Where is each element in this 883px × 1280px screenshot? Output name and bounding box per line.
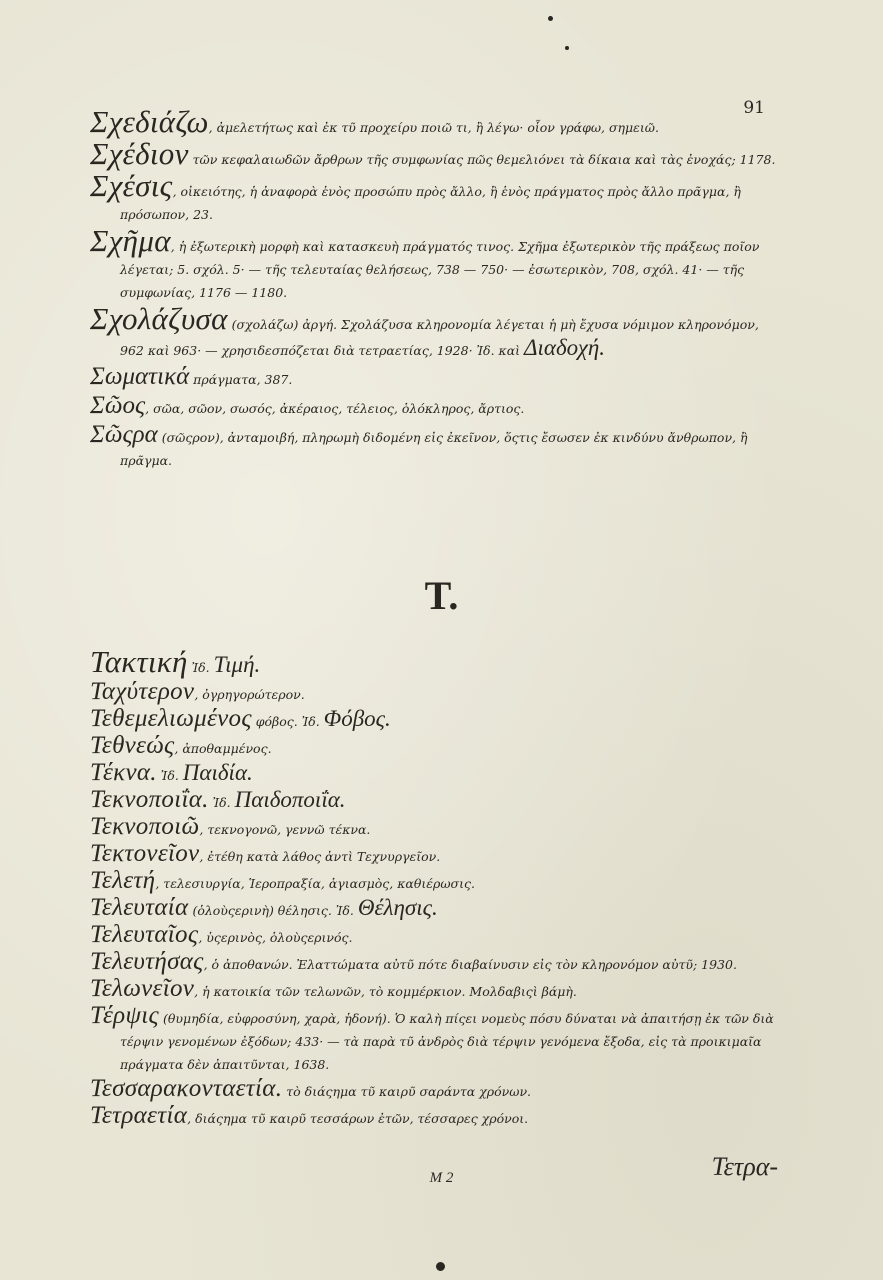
entry-definition: (θυμηδία, εὐφροσύνη, χαρὰ, ἡδονή). Ὁ καλὴ πίςει νομεὺς πόσυ δύναται νὰ ἀπαιτήσῃ ἐκ τῶν διὰ τέρψιν γενομένων ἐξόδων; 433· — τὰ παρὰ τῦ ἀνδρὸς διὰ τέρψιν γενόμενα ἔξοδα, εἰς τὰ προικιμαῖα πράγματα δὲν ἀπαιτῦνται, 1638.: [120, 1011, 774, 1072]
entry-cross-reference: Τιμή.: [213, 652, 261, 677]
dictionary-entry: [90, 977, 780, 1003]
entry-headword: Τελευταία: [90, 894, 189, 921]
entry-headword: Τακτική: [90, 644, 188, 679]
entry-headword: Σχέδιον: [90, 136, 189, 171]
entry-headword: Σῶςρα: [90, 421, 158, 448]
entry-headword: Τεκτονεῖον: [90, 840, 200, 867]
dictionary-entry: [90, 869, 780, 895]
ink-speck: [548, 16, 553, 21]
entry-cross-reference: Διαδοχή.: [524, 335, 606, 360]
entry-definition: (σῶςρον), ἀνταμοιβή, πληρωμὴ διδομένη εἰς ἐκεῖνον, ὅςτις ἔσωσεν ἐκ κινδύνυ ἄνθρωπον, ἢ πρᾶγμα.: [120, 430, 748, 468]
dictionary-entry: [90, 842, 780, 868]
catchword: Τετρα-: [711, 1152, 778, 1181]
entry-headword: Σωματικά: [90, 363, 190, 390]
printer-signature-mark: M 2: [429, 1170, 454, 1186]
dictionary-entry: [90, 788, 780, 814]
entry-definition: Ἰδ.: [187, 660, 214, 675]
entry-definition: , ὑςερινὸς, ὁλοὺςερινός.: [198, 930, 353, 945]
entry-headword: Τελωνεῖον: [90, 975, 195, 1002]
entry-cross-reference: Θέλησις.: [357, 895, 438, 920]
entry-definition: , τεκνογονῶ, γεννῶ τέκνα.: [199, 822, 371, 837]
entry-headword: Σῶος: [90, 392, 146, 419]
entry-headword: Σχῆμα: [90, 223, 171, 258]
entry-headword: Τεθνεώς: [90, 732, 175, 759]
dictionary-entry: [90, 394, 780, 420]
entry-definition: , ὀγρηγορώτερον.: [194, 687, 305, 702]
entry-definition: (ὁλοὺςερινὴ) θέλησις. Ἰδ.: [188, 903, 358, 918]
entry-definition: , ἡ ἐξωτερικὴ μορφὴ καὶ κατασκευὴ πράγματός τινος. Σχῆμα ἐξωτερικὸν τῆς πράξεως ποῖον λέγεται; 5. σχόλ. 5· — τῆς τελευταίας θελήσεως, 738 — 750· — ἐσωτερικὸν, 708, σχόλ. 41· — τῆς συμφωνίας, 1176 — 1180.: [120, 239, 760, 300]
entries-tau-section: [90, 644, 780, 1131]
entry-headword: Τελετή: [90, 867, 156, 894]
dictionary-entry: [90, 365, 780, 391]
entry-definition: φόβος. Ἰδ.: [251, 714, 324, 729]
dictionary-entry: [90, 950, 780, 976]
section-heading-letter: T.: [424, 573, 459, 618]
entry-definition: Ἰδ.: [208, 795, 235, 810]
entry-headword: Τεκνοποιῶ: [90, 813, 200, 840]
entry-definition: , οἰκειότης, ἡ ἀναφορὰ ἑνὸς προσώπυ πρὸς ἄλλο, ἢ ἑνὸς πράγματος πρὸς ἄλλο πρᾶγμα, ἢ πρόσωπον, 23.: [120, 184, 741, 222]
dictionary-entry: [90, 815, 780, 841]
entry-headword: Τετραετία: [90, 1102, 188, 1129]
dictionary-entry: [90, 680, 780, 706]
entry-definition: , ὁ ἀποθανών. Ἐλαττώματα αὐτῦ πότε διαβαίνυσιν εἰς τὸν κληρονόμον αὐτῦ; 1930.: [203, 957, 737, 972]
entry-definition: (σχολάζω) ἀργή. Σχολάζυσα κληρονομία λέγεται ἡ μὴ ἔχυσα νόμιμον κληρονόμον, 962 καὶ 963· — χρησιδεσπόζεται διὰ τετραετίας, 1928· Ἰδ. καὶ: [120, 317, 759, 358]
dictionary-entry: [90, 1104, 780, 1130]
dictionary-entry: [90, 223, 780, 304]
entry-headword: Τέκνα.: [90, 759, 157, 786]
dictionary-entry: [90, 923, 780, 949]
dictionary-entry: [90, 1077, 780, 1103]
dictionary-entry: [90, 644, 780, 679]
dictionary-entry: [90, 707, 780, 733]
entry-headword: Τεσσαρακονταετία.: [90, 1075, 283, 1102]
entry-definition: τῶν κεφαλαιωδῶν ἄρθρων τῆς συμφωνίας πῶς θεμελιόνει τὰ δίκαια καὶ τὰς ἐνοχάς; 1178.: [188, 152, 776, 167]
entry-definition: Ἰδ.: [156, 768, 183, 783]
dictionary-entry: [90, 136, 780, 171]
entry-definition: πράγματα, 387.: [189, 372, 293, 387]
entry-definition: , ἀποθαμμένος.: [174, 741, 272, 756]
entry-definition: , σῶα, σῶον, σωσός, ἀκέραιος, τέλειος, ὁλόκληρος, ἄρτιος.: [145, 401, 525, 416]
entry-definition: , ἐτέθη κατὰ λάθος ἀντὶ Τεχνυργεῖον.: [199, 849, 441, 864]
entry-headword: Ταχύτερον: [90, 678, 195, 705]
entry-headword: Τεθεμελιωμένος: [90, 705, 252, 732]
entry-definition: , ἀμελετήτως καὶ ἐκ τῦ προχείρυ ποιῶ τι, ἢ λέγω· οἷον γράφω, σημειῶ.: [208, 120, 659, 135]
entry-headword: Σχεδιάζω: [90, 104, 209, 139]
dictionary-entry: [90, 761, 780, 787]
entry-definition: , διάςημα τῦ καιρῦ τεσσάρων ἐτῶν, τέσσαρες χρόνοι.: [187, 1111, 529, 1126]
entry-cross-reference: Παιδοποιΐα.: [234, 787, 346, 812]
entry-headword: Σχολάζυσα: [90, 301, 228, 336]
ink-speck: [436, 1262, 445, 1271]
dictionary-entry: [90, 734, 780, 760]
entry-cross-reference: Φόβος.: [323, 706, 391, 731]
entry-definition: , ἡ κατοικία τῶν τελωνῶν, τὸ κομμέρκιον. Μολδαβιςὶ βάμὴ.: [194, 984, 577, 999]
entry-headword: Σχέσις: [90, 168, 173, 203]
dictionary-entry: [90, 301, 780, 362]
ink-speck: [565, 46, 569, 50]
entry-definition: , τελεσιυργία, Ἱεροπραξία, ἁγιασμὸς, καθιέρωσις.: [155, 876, 475, 891]
entry-headword: Τελευταῖος: [90, 921, 199, 948]
dictionary-entry: [90, 1004, 780, 1076]
entry-headword: Τέρψις: [90, 1002, 159, 1029]
page-number: 91: [743, 98, 765, 118]
dictionary-entry: [90, 168, 780, 226]
entry-cross-reference: Παιδία.: [182, 760, 253, 785]
entry-headword: Τεκνοποιΐα.: [90, 786, 209, 813]
dictionary-entry: [90, 896, 780, 922]
entry-headword: Τελευτήσας: [90, 948, 204, 975]
entry-definition: τὸ διάςημα τῦ καιρῦ σαράντα χρόνων.: [282, 1084, 532, 1099]
dictionary-entry: [90, 423, 780, 472]
